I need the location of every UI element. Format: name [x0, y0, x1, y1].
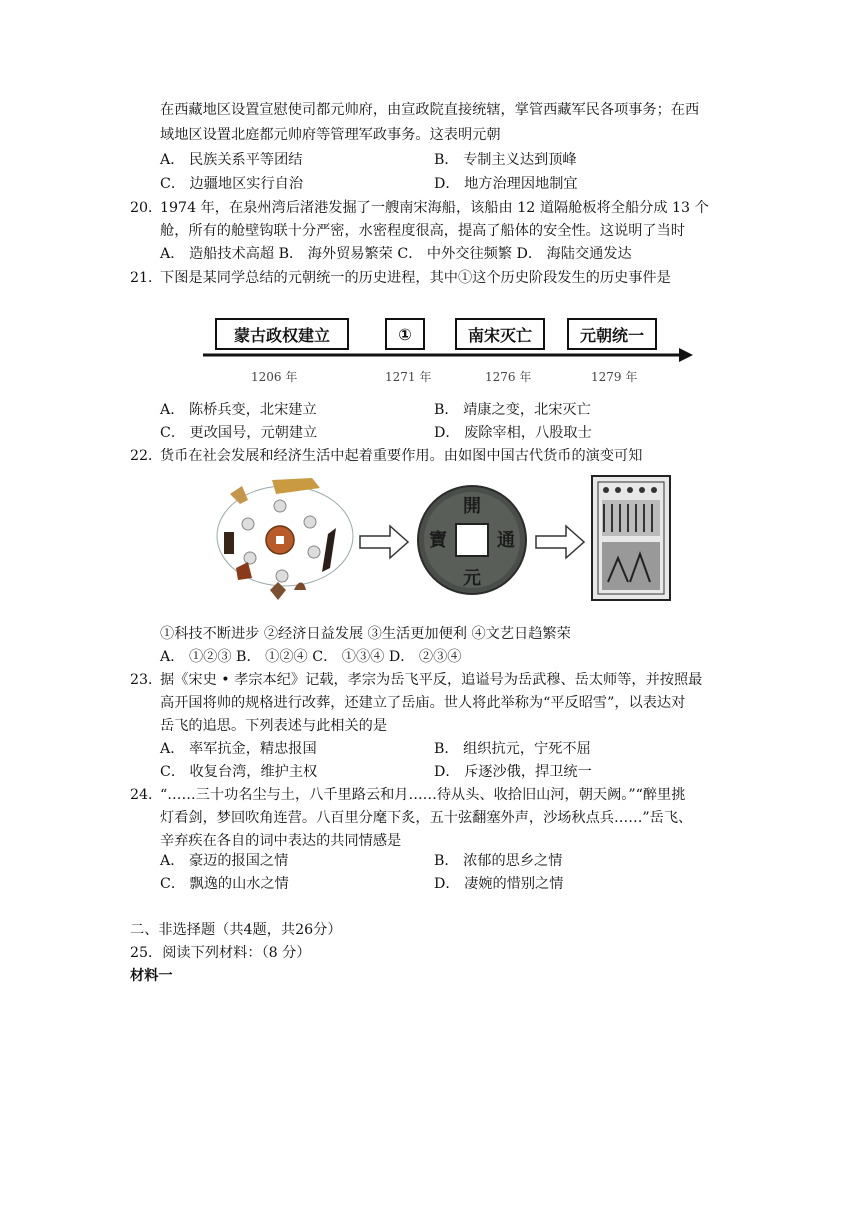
q20-options: A． 造船技术高超 B． 海外贸易繁荣 C． 中外交往频繁 D． 海陆交通发达 — [160, 246, 632, 262]
q19-stem-line1: 在西藏地区设置宣慰使司都元帅府，由宣政院直接统辖，掌管西藏军民各项事务；在西 — [160, 102, 700, 118]
pre-qin-coins-icon — [217, 478, 353, 600]
q24-stem-line3: 辛弃疾在各自的词中表达的共同情感是 — [160, 833, 402, 849]
coin-char-right: 通 — [497, 530, 515, 551]
timeline-box-southern-song-fall: 南宋灭亡 — [455, 318, 545, 350]
q21-option-a: A． 陈桥兵变，北宋建立 — [160, 402, 317, 418]
arrow-right-icon — [536, 526, 584, 558]
arrow-right-icon — [360, 526, 408, 558]
coin-char-left: 寶 — [429, 530, 447, 551]
q22-items: ①科技不断进步 ②经济日益发展 ③生活更加便利 ④文艺日趋繁荣 — [160, 626, 571, 642]
q23-option-c: C． 收复台湾，维护主权 — [160, 764, 318, 780]
yuan-unification-timeline — [195, 310, 705, 390]
coin-char-bottom: 元 — [463, 568, 481, 589]
timeline-year-1206: 1206 年 — [251, 370, 298, 384]
q19-option-a: A． 民族关系平等团结 — [160, 152, 303, 168]
q23-option-b: B． 组织抗元，宁死不屈 — [434, 741, 591, 757]
paper-money-icon — [592, 476, 670, 600]
q21-option-c: C． 更改国号，元朝建立 — [160, 425, 318, 441]
timeline-box-mongol-regime: 蒙古政权建立 — [215, 318, 349, 350]
q21-number: 21． — [130, 270, 163, 286]
timeline-box-stage-1: ① — [385, 318, 425, 350]
q24-option-a: A． 豪迈的报国之情 — [160, 853, 289, 869]
q23-option-a: A． 率军抗金，精忠报国 — [160, 741, 317, 757]
q19-option-c: C． 边疆地区实行自治 — [160, 176, 304, 192]
q20-stem-line1: 1974 年，在泉州湾后渚港发掘了一艘南宋海船，该船由 12 道隔舱板将全船分成 13 个 — [160, 200, 709, 216]
q23-option-d: D． 斥逐沙俄，捍卫统一 — [434, 764, 592, 780]
q20-stem-line2: 舱，所有的舱壁钩联十分严密，水密程度很高，提高了船体的安全性。这说明了当时 — [160, 223, 685, 239]
q24-option-c: C． 飘逸的山水之情 — [160, 876, 289, 892]
timeline-year-1276: 1276 年 — [485, 370, 532, 384]
q24-number: 24． — [130, 787, 163, 803]
timeline-year-1279: 1279 年 — [591, 370, 638, 384]
timeline-box-yuan-unification: 元朝统一 — [567, 318, 657, 350]
q23-stem-line2: 高开国将帅的规格进行改葬，还建立了岳庙。世人将此举称为“平反昭雪”，以表达对 — [160, 695, 686, 711]
q22-number: 22． — [130, 448, 163, 464]
q24-option-b: B． 浓郁的思乡之情 — [434, 853, 563, 869]
timeline-year-1271: 1271 年 — [385, 370, 432, 384]
q24-option-d: D． 凄婉的惜别之情 — [434, 876, 564, 892]
currency-evolution-figure — [210, 472, 690, 612]
material-label: 材料一 — [130, 968, 173, 984]
q21-stem: 下图是某同学总结的元朝统一的历史进程，其中①这个历史阶段发生的历史事件是 — [160, 270, 671, 286]
q24-stem-line2: 灯看剑，梦回吹角连营。八百里分麾下炙，五十弦翻塞外声，沙场秋点兵……”岳飞、 — [160, 810, 693, 826]
q24-stem-line1: “……三十功名尘与土，八千里路云和月……待从头、收拾旧山河，朝天阙。”“醉里挑 — [160, 787, 686, 803]
q22-options: A． ①②③ B． ①②④ C． ①③④ D． ②③④ — [160, 649, 462, 665]
kaiyuan-tongbao-coin-icon — [418, 486, 526, 594]
q19-option-b: B． 专制主义达到顶峰 — [434, 152, 577, 168]
q23-stem-line3: 岳飞的追思。下列表述与此相关的是 — [160, 718, 388, 734]
q25-stem: 25．阅读下列材料：（8 分） — [130, 945, 311, 961]
q22-stem: 货币在社会发展和经济生活中起着重要作用。由如图中国古代货币的演变可知 — [160, 448, 643, 464]
q20-number: 20． — [130, 200, 163, 216]
q21-option-b: B． 靖康之变，北宋灭亡 — [434, 402, 591, 418]
q21-option-d: D． 废除宰相，八股取士 — [434, 425, 592, 441]
q23-stem-line1: 据《宋史 • 孝宗本纪》记载，孝宗为岳飞平反，追谥号为岳武穆、岳太师等，并按照最 — [160, 672, 703, 688]
q19-stem-line2: 域地区设置北庭都元帅府等管理军政事务。这表明元朝 — [160, 127, 501, 143]
q23-number: 23． — [130, 672, 163, 688]
currency-evolution-images — [210, 472, 690, 612]
q19-option-d: D． 地方治理因地制宜 — [434, 176, 578, 192]
section-heading: 二、非选择题（共4题，共26分） — [130, 922, 342, 938]
coin-char-top: 開 — [463, 496, 481, 517]
